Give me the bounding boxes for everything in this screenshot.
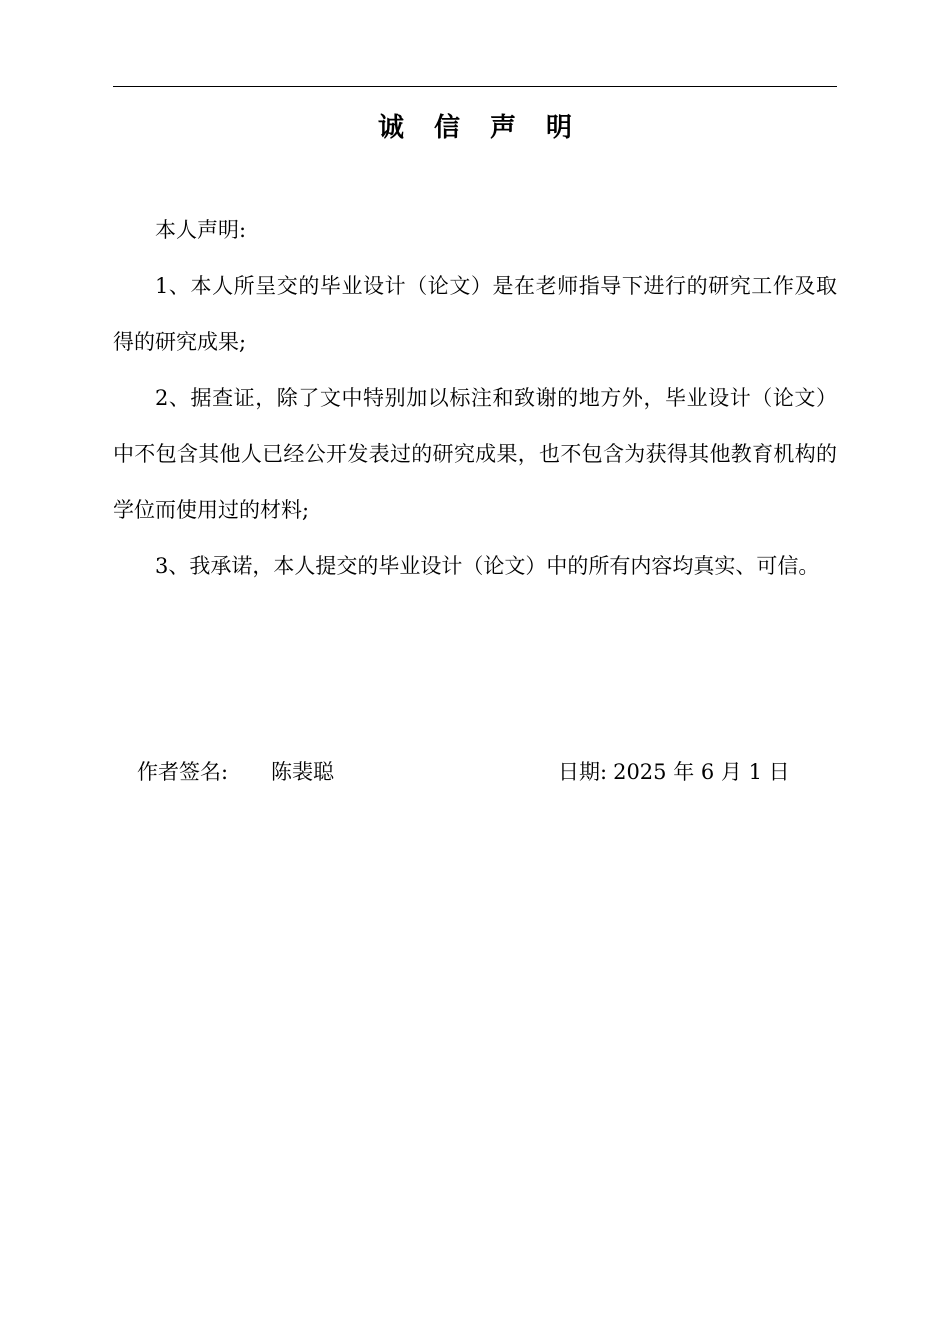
date-label: 日期: (558, 760, 608, 784)
declaration-item-2: 2、据查证，除了文中特别加以标注和致谢的地方外，毕业设计（论文）中不包含其他人已经公开发表过的研究成果，也不包含为获得其他教育机构的学位而使用过的材料; (113, 386, 837, 522)
date-value: 2025 年 6 月 1 日 (613, 760, 790, 784)
declaration-body (113, 202, 837, 594)
signature-label: 作者签名: (137, 760, 229, 784)
declaration-item-3: 3、我承诺，本人提交的毕业设计（论文）中的所有内容均真实、可信。 (155, 554, 820, 578)
intro-text: 本人声明: (155, 218, 247, 242)
page-title: 诚信声明 (377, 113, 602, 143)
header-rule (113, 86, 837, 87)
signature-row (137, 752, 837, 792)
declaration-item-1: 1、本人所呈交的毕业设计（论文）是在老师指导下进行的研究工作及取得的研究成果; (113, 274, 837, 354)
date-block (558, 752, 790, 792)
author-signature: 陈裴聪 (271, 760, 334, 784)
